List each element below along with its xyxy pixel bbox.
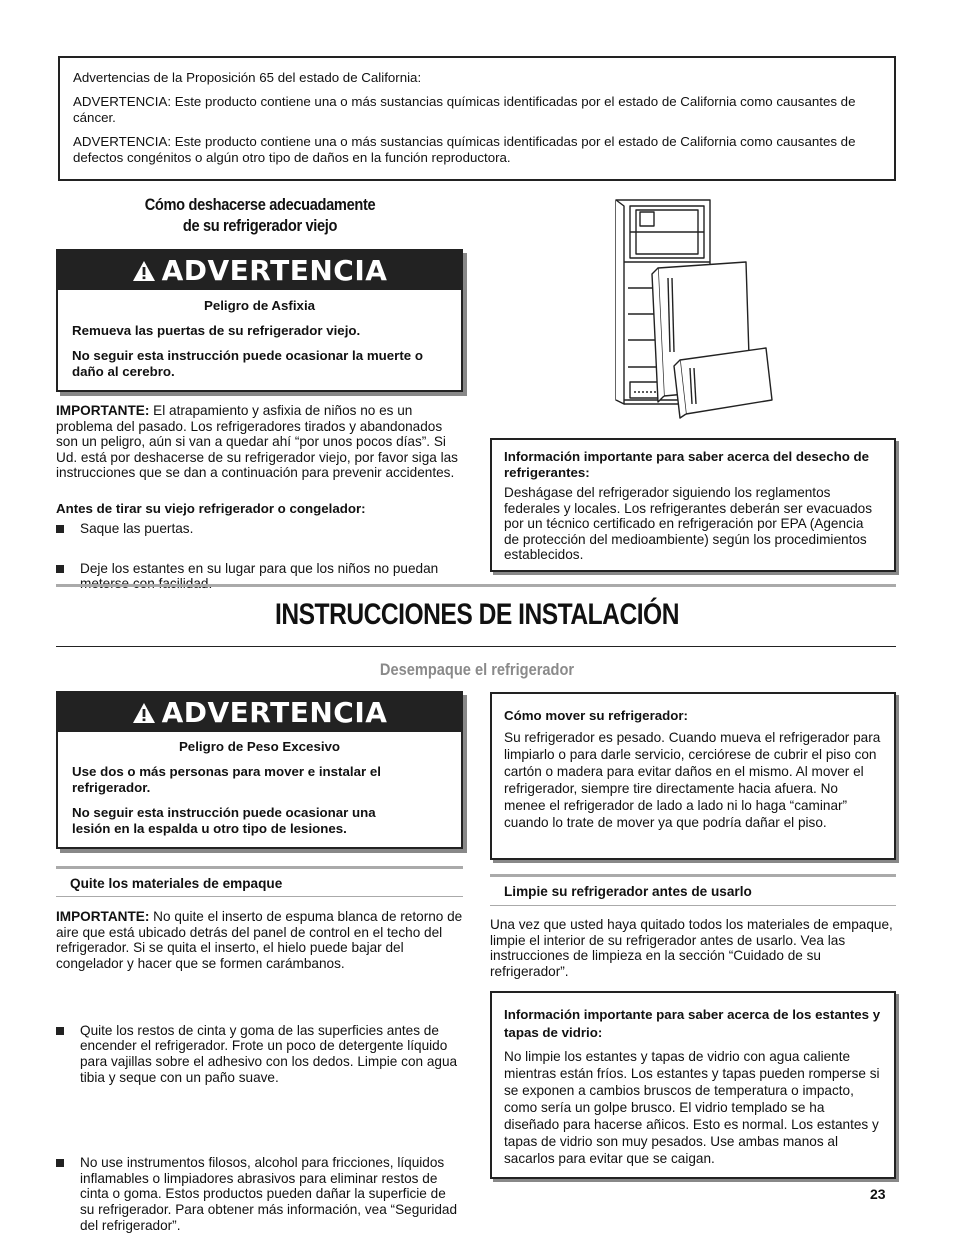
clean-heading: Limpie su refrigerador antes de usarlo: [504, 884, 752, 899]
prop65-cancer-warning: ADVERTENCIA: Este producto contiene una o más sustancias químicas identificadas por el estado de California como causantes de cáncer.: [73, 94, 856, 125]
glass-info-box: [490, 991, 896, 1179]
refrigerant-heading: Información importante para saber acerca del desecho de refrigerantes:: [504, 449, 870, 480]
warning-instruction: Use dos o más personas para mover e instalar el refrigerador.: [72, 764, 381, 795]
heading-underline: [490, 905, 896, 906]
list-item: No use instrumentos filosos, alcohol para fricciones, líquidos inflamables o limpiadores abrasivos para eliminar restos de cinta o goma. Estos productos pueden dañar la superficie de su refrigerador. Para obtener más información, vea “Seguridad del refrigerador”.: [56, 1155, 463, 1233]
page-title: INSTRUCCIONES DE INSTALACIÓN: [274, 598, 679, 631]
disposal-important: IMPORTANTE: El atrapamiento y asfixia de niños no es un problema del pasado. Los refrigeradores tirados y abandonados son un peligro, aún si van a quedar ahí “por unos pocos días”. Si Ud. está por deshacerse de su refrigerador viejo, por favor siga las instrucciones que se dan a continuación para prevenir accidentes.: [56, 403, 458, 481]
moving-heading: Cómo mover su refrigerador:: [504, 708, 688, 723]
warning-hazard: Peligro de Asfixia: [203, 298, 316, 313]
list-item: Quite los restos de cinta y goma de las superficies antes de encender el refrigerador. Frote un poco de detergente líquido para vajillas sobre el adhesivo con los dedos. Limpie con agua tibia y seque con un paño suave.: [56, 1023, 463, 1085]
warning-consequence: No seguir esta instrucción puede ocasionar la muerte o daño al cerebro.: [72, 348, 423, 379]
packaging-important: IMPORTANTE: No quite el inserto de espuma blanca de retorno de aire que está ubicado detrás del panel de control en el techo del refrigerador. Si se quita el inserto, el hielo puede bajar del congelador y hacer que se formen carámbanos.: [56, 909, 463, 971]
prop65-reproductive-warning: ADVERTENCIA: Este producto contiene una o más sustancias químicas identificadas por el estado de California como causantes de defectos congénitos o algún otro tipo de daños en la función reproductora.: [73, 134, 856, 165]
warning-triangle-icon: [132, 702, 156, 724]
glass-text: No limpie los estantes y tapas de vidrio con agua caliente mientras están fríos. Los estantes y tapas pueden romperse si se exponen a cambios bruscos de temperatura o impacto, como sería un golpe brusco. El vidrio templado se ha diseñado para hacerse añicos. Esto es normal. Los estantes y tapas de vidrio son muy pesados. Use ambas manos al sacarlos para evitar que se caigan.: [504, 1049, 880, 1166]
remove-packaging-heading: Quite los materiales de empaque: [70, 876, 283, 891]
section-divider: [490, 874, 896, 877]
bullet-square-icon: [56, 1027, 64, 1035]
warning-banner: ADVERTENCIA: [58, 251, 461, 290]
before-disposal-heading: Antes de tirar su viejo refrigerador o congelador:: [56, 501, 366, 516]
list-item: Saque las puertas.: [56, 521, 463, 537]
warning-instruction: Remueva las puertas de su refrigerador viejo.: [72, 323, 361, 338]
title-underline: [56, 646, 896, 647]
list-item: Deje los estantes en su lugar para que los niños no puedan: [56, 561, 463, 592]
refrigerator-doors-removed-illustration: [600, 192, 780, 420]
bullet-square-icon: [56, 525, 64, 533]
bullet-square-icon: [56, 1159, 64, 1167]
refrigerant-text: Deshágase del refrigerador siguiendo los reglamentos federales y locales. Los refrigerantes deberán ser evacuados por un técnico certificado en refrigeración por EPA (Agencia de protección del medioambiente) según los procedimientos establecidos.: [504, 485, 873, 563]
page-number: 23: [870, 1186, 886, 1202]
heading-underline: [56, 896, 463, 897]
glass-heading: Información importante para saber acerca de los estantes y tapas de vidrio:: [504, 1007, 881, 1040]
disposal-title: Cómo deshacerse adecuadamente de su refrigerador viejo: [144, 195, 376, 235]
weight-warning-box: [56, 691, 463, 849]
moving-info-box: [490, 692, 896, 860]
prop65-notice: [58, 56, 896, 181]
warning-consequence: No seguir esta instrucción puede ocasionar una lesión en la espalda u otro tipo de lesiones.: [72, 805, 376, 836]
prop65-heading: Advertencias de la Proposición 65 del estado de California:: [73, 70, 422, 85]
refrigerant-info-box: [490, 438, 896, 572]
warning-triangle-icon: [132, 260, 156, 282]
warning-banner: ADVERTENCIA: [58, 693, 461, 732]
section-divider: [56, 584, 896, 587]
section-divider: [56, 866, 463, 869]
suffocation-warning-box: [56, 249, 463, 392]
bullet-square-icon: [56, 565, 64, 573]
clean-text: Una vez que usted haya quitado todos los materiales de empaque, limpie el interior de su refrigerador antes de usarlo. Vea las instrucciones de limpieza en la sección “Cuidado de su refrigerador”.: [490, 917, 893, 979]
subsection-title: Desempaque el refrigerador: [379, 660, 575, 679]
moving-text: Su refrigerador es pesado. Cuando mueva el refrigerador para limpiarlo o para darle servicio, cerciórese de cubrir el piso con cartón o madera para evitar daños en el mismo. Al mover el refrigerador, siempre tire directamente hacia afuera. No menee el refrigerador de lado a lado ni lo haga “caminar” cuando lo trate de mover ya que podría dañar el piso.: [504, 730, 881, 830]
warning-hazard: Peligro de Peso Excesivo: [178, 739, 341, 754]
